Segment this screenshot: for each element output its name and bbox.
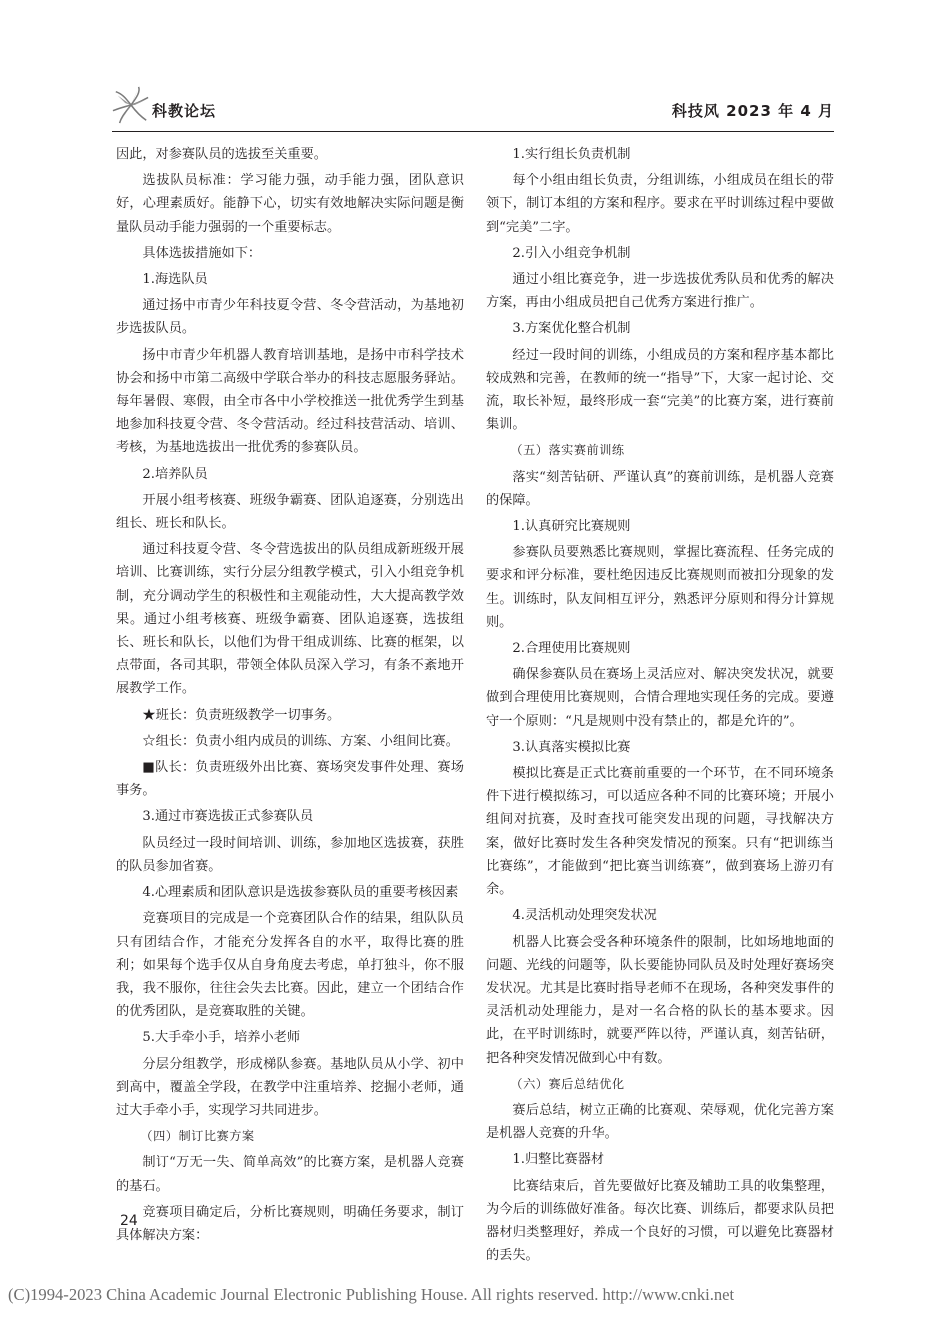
paragraph: 制订“万无一失、简单高效”的比赛方案，是机器人竞赛的基石。 [116, 1155, 464, 1194]
subheading: 5.大手牵小手，培养小老师 [142, 1030, 301, 1046]
copyright-notice: (C)1994-2023 China Academic Journal Electronic Publishing House. All rights reserved. http://www.cnki.net [8, 1285, 735, 1304]
paragraph: 扬中市青少年机器人教育培训基地，是扬中市科学技术协会和扬中市第二高级中学联合举办的科技志愿服务驿站。每年暑假、寒假，由全市各中小学校推送一批优秀学生到基地参加科技夏令营、冬令营活动。经过科技营活动、培训、考核，为基地选拔出一批优秀的参赛队员。 [116, 347, 464, 456]
paragraph: ☆组长：负责小组内成员的训练、方案、小组间比赛。 [142, 733, 459, 749]
subheading: 1.认真研究比赛规则 [512, 519, 631, 535]
section-heading: （五）落实赛前训练 [510, 443, 625, 458]
subheading: 1.归整比赛器材 [512, 1152, 605, 1168]
journal-section-label: 科教论坛 [152, 102, 217, 120]
paragraph: 分层分组教学，形成梯队参赛。基地队员从小学、初中到高中，覆盖全学段，在教学中注重培养、挖掘小老师，通过大手牵小手，实现学习共同进步。 [116, 1056, 464, 1118]
left-column [116, 143, 464, 1250]
paragraph: 竞赛项目确定后，分析比赛规则，明确任务要求，制订具体解决方案： [116, 1204, 464, 1243]
paragraph: 经过一段时间的训练，小组成员的方案和程序基本都比较成熟和完善，在教师的统一“指导”下，大家一起讨论、交流，取长补短，最终形成一套“完美”的比赛方案，进行赛前集训。 [486, 347, 834, 433]
subheading: 2.引入小组竞争机制 [512, 245, 631, 261]
header-rule [112, 131, 834, 132]
paragraph: 每个小组由组长负责，分组训练，小组成员在组长的带领下，制订本组的方案和程序。要求在平时训练过程中要做到“完美”二字。 [486, 173, 834, 235]
subheading: 1.实行组长负责机制 [512, 147, 631, 162]
section-heading: （六）赛后总结优化 [510, 1076, 625, 1091]
paragraph: 因此，对参赛队员的选拔至关重要。 [116, 147, 327, 162]
page-header [112, 86, 834, 130]
subheading: 3.通过市赛选拔正式参赛队员 [142, 809, 314, 825]
paragraph: 通过科技夏令营、冬令营选拔出的队员组成新班级开展培训、比赛训练，实行分层分组教学模式，引入小组竞争机制，充分调动学生的积极性和主观能动性，大大提高教学效果。通过小组考核赛、班级争霸赛、团队追逐赛，选拔组长、班长和队长，以他们为骨干组成训练、比赛的框架，以点带面，各司其职，带领全体队员深入学习，有条不紊地开展教学工作。 [116, 542, 464, 697]
subheading: 2.合理使用比赛规则 [512, 641, 631, 657]
right-column [486, 143, 834, 1270]
subheading: 4.心理素质和团队意识是选拔参赛队员的重要考核因素 [142, 885, 459, 901]
subheading: 3.方案优化整合机制 [512, 321, 631, 337]
issue-label: 科技风 2023 年 4 月 [671, 102, 834, 120]
paragraph: 通过扬中市青少年科技夏令营、冬令营活动，为基地初步选拔队员。 [116, 298, 464, 337]
subheading: 1.海选队员 [142, 272, 208, 288]
paragraph: ■队长：负责班级外出比赛、赛场突发事件处理、赛场事务。 [116, 760, 464, 799]
page-number: 24 [120, 1213, 138, 1229]
paragraph: 参赛队员要熟悉比赛规则，掌握比赛流程、任务完成的要求和评分标准，要杜绝因违反比赛规则而被扣分现象的发生。训练时，队友间相互评分，熟悉评分原则和得分计算规则。 [486, 545, 834, 630]
paragraph: 开展小组考核赛、班级争霸赛、团队追逐赛，分别选出组长、班长和队长。 [116, 492, 464, 532]
paragraph: 赛后总结，树立正确的比赛观、荣辱观，优化完善方案是机器人竞赛的升华。 [486, 1102, 834, 1142]
paragraph: 确保参赛队员在赛场上灵活应对、解决突发状况，就要做到合理使用比赛规则，合情合理地实现任务的完成。要遵守一个原则：“凡是规则中没有禁止的，都是允许的”。 [486, 667, 834, 729]
paragraph: 通过小组比赛竞争，进一步选拔优秀队员和优秀的解决方案，再由小组成员把自己优秀方案进行推广。 [486, 272, 834, 311]
subheading: 4.灵活机动处理突发状况 [512, 908, 657, 924]
subheading: 3.认真落实模拟比赛 [512, 739, 631, 755]
paragraph: 具体选拔措施如下： [142, 245, 262, 261]
paragraph: 机器人比赛会受各种环境条件的限制，比如场地地面的问题、光线的问题等，队长要能协同队员及时处理好赛场突发状况。尤其是比赛时指导老师不在现场，各种突发事件的灵活机动处理能力，是对一名合格的队长的基本要求。因此，在平时训练时，就要严阵以待，严谨认真，刻苦钻研，把各种突发情况做到心中有数。 [486, 934, 834, 1066]
paragraph: 模拟比赛是正式比赛前重要的一个环节，在不同环境条件下进行模拟练习，可以适应各种不同的比赛环境；开展小组间对抗赛，及时查找可能突发出现的问题，寻找解决方案，做好比赛时发生各种突发情况的预案。只有“把训练当比赛练”，才能做到“把比赛当训练赛”，做到赛场上游刃有余。 [486, 766, 834, 898]
paragraph: 队员经过一段时间培训、训练，参加地区选拔赛，获胜的队员参加省赛。 [116, 835, 464, 874]
paragraph: 比赛结束后，首先要做好比赛及辅助工具的收集整理，为今后的训练做好准备。每次比赛、训练后，都要求队员把器材归类整理好，养成一个良好的习惯，可以避免比赛器材的丢失。 [486, 1178, 834, 1264]
paragraph: ★班长：负责班级教学一切事务。 [142, 707, 341, 723]
paragraph: 竞赛项目的完成是一个竞赛团队合作的结果，组队队员只有团结合作，才能充分发挥各自的水平，取得比赛的胜利；如果每个选手仅从自身角度去考虑，单打独斗，你不服我，我不服你，往往会失去比赛。因此，建立一个团结合作的优秀团队，是竞赛取胜的关键。 [116, 911, 464, 1020]
paragraph: 落实“刻苦钻研、严谨认真”的赛前训练，是机器人竞赛的保障。 [486, 469, 834, 508]
paragraph: 选拔队员标准：学习能力强，动手能力强，团队意识好，心理素质好。能静下心，切实有效地解决实际问题是衡量队员动手能力强弱的一个重要标志。 [116, 173, 464, 235]
section-heading: （四）制订比赛方案 [140, 1129, 255, 1144]
journal-logo-icon [112, 86, 150, 124]
subheading: 2.培养队员 [142, 466, 208, 482]
